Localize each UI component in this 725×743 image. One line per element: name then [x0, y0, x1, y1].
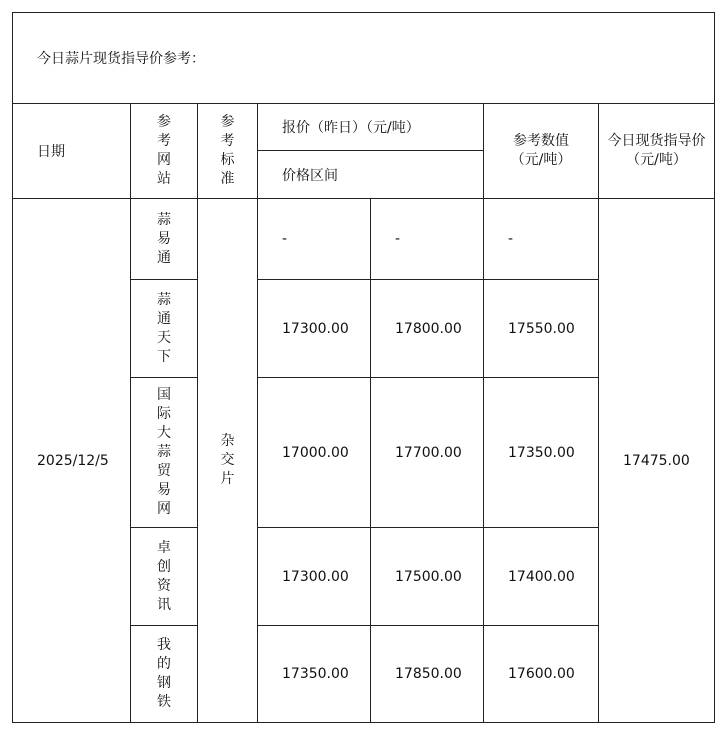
- standard-char: 杂: [220, 433, 235, 449]
- site-cell: [131, 280, 198, 378]
- standard-cell: [198, 199, 258, 723]
- site-char: 讯: [157, 596, 171, 613]
- site-char: 易: [157, 482, 171, 498]
- site-char: 贸: [157, 463, 171, 479]
- site-char: 网: [157, 501, 171, 517]
- site-cell: [131, 528, 198, 626]
- header-site-char: 网: [157, 152, 171, 168]
- site-char: 的: [157, 656, 171, 672]
- price-low-cell: 17300.00: [258, 280, 371, 378]
- site-char: 钢: [157, 675, 171, 691]
- site-char: 蒜: [157, 211, 171, 228]
- header-ref-line: 参考数值: [513, 133, 569, 149]
- guide-price-cell: 17475.00: [599, 199, 715, 723]
- price-high-cell: 17500.00: [371, 528, 484, 626]
- site-char: 资: [157, 577, 171, 594]
- ref-value-cell: 17600.00: [484, 626, 599, 723]
- header-site-char: 考: [157, 133, 171, 149]
- header-site: [131, 104, 198, 199]
- table-row: [13, 199, 715, 280]
- header-guide-line: 今日现货: [607, 133, 664, 149]
- header-standard-char: 考: [220, 133, 235, 149]
- price-high-cell: 17800.00: [371, 280, 484, 378]
- ref-value-cell: 17350.00: [484, 378, 599, 528]
- ref-value-cell: 17550.00: [484, 280, 599, 378]
- site-char: 通: [157, 310, 171, 327]
- site-char: 国: [157, 387, 171, 403]
- table-title: 今日蒜片现货指导价参考：: [13, 13, 715, 104]
- header-quote: 报价（昨日）（元/吨）: [258, 104, 484, 151]
- site-cell: [131, 199, 198, 280]
- header-range: 价格区间: [258, 151, 484, 199]
- header-standard-char: 标: [220, 152, 235, 168]
- site-char: 下: [157, 348, 171, 365]
- price-table: [12, 12, 715, 723]
- site-char: 铁: [157, 694, 171, 710]
- date-cell: 2025/12/5: [13, 199, 131, 723]
- header-row: [13, 104, 715, 151]
- header-site-char: 站: [157, 171, 171, 187]
- header-standard-char: 准: [220, 171, 235, 187]
- site-char: 大: [157, 425, 171, 441]
- price-high-cell: 17850.00: [371, 626, 484, 723]
- header-site-char: 参: [157, 114, 171, 130]
- price-low-cell: 17000.00: [258, 378, 371, 528]
- site-char: 蒜: [157, 444, 171, 460]
- header-standard: [198, 104, 258, 199]
- ref-value-cell: 17400.00: [484, 528, 599, 626]
- header-guide: [599, 104, 715, 199]
- price-low-cell: 17350.00: [258, 626, 371, 723]
- header-guide-line: 指导价: [663, 133, 706, 149]
- site-char: 易: [157, 230, 171, 247]
- title-row: [13, 13, 715, 104]
- header-ref-value: [484, 104, 599, 199]
- standard-char: 交: [220, 452, 235, 468]
- site-char: 创: [157, 558, 171, 575]
- standard-char: 片: [220, 471, 235, 487]
- ref-value-cell: -: [484, 199, 599, 280]
- header-ref-line: （元/吨）: [510, 152, 572, 168]
- site-char: 蒜: [157, 291, 171, 308]
- site-char: 通: [157, 249, 171, 266]
- header-guide-line: （元/吨）: [626, 152, 687, 168]
- header-standard-char: 参: [220, 114, 235, 130]
- site-char: 我: [157, 637, 171, 653]
- site-cell: [131, 378, 198, 528]
- price-low-cell: 17300.00: [258, 528, 371, 626]
- price-high-cell: 17700.00: [371, 378, 484, 528]
- header-date: 日期: [13, 104, 131, 199]
- price-high-cell: -: [371, 199, 484, 280]
- site-char: 卓: [157, 539, 171, 556]
- site-char: 际: [157, 406, 171, 422]
- price-low-cell: -: [258, 199, 371, 280]
- site-char: 天: [157, 329, 171, 346]
- site-cell: [131, 626, 198, 723]
